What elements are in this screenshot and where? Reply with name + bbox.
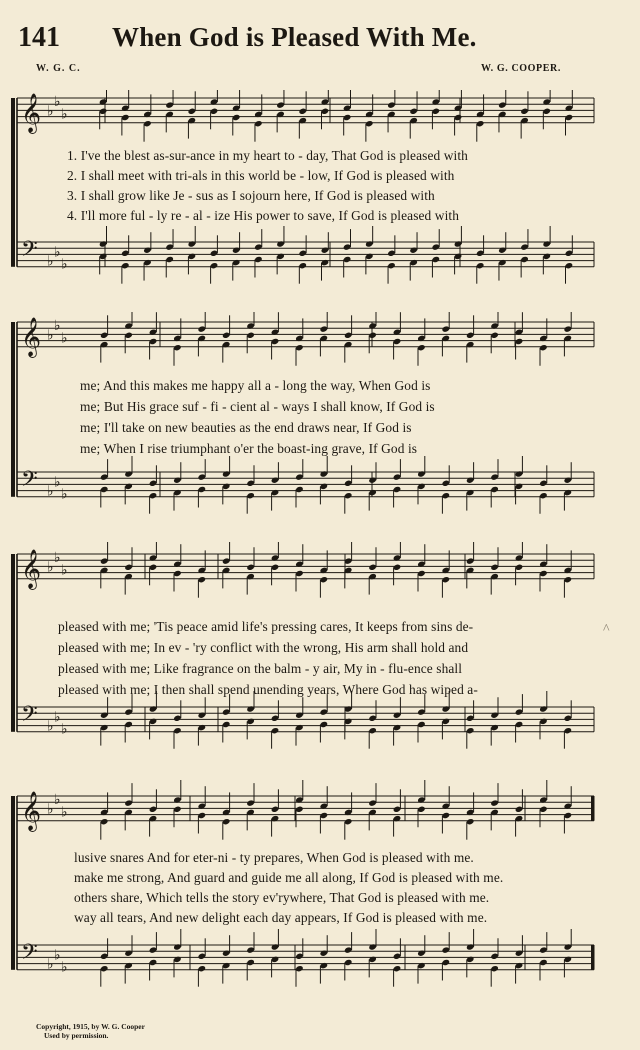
flat-icon: ♭ xyxy=(54,475,61,491)
verse-3-line: me; I'll take on new beauties as the end draws near, If God is xyxy=(80,420,412,435)
verse-2-line: me; But His grace suf - fi - cient al - ways I shall know, If God is xyxy=(80,399,435,414)
flat-icon: ♭ xyxy=(61,960,68,976)
treble-clef-icon: 𝄞 xyxy=(21,549,42,589)
note-chord xyxy=(254,94,263,277)
verse-4-line: way all tears, And new delight each day appears, If God is pleased with me. xyxy=(74,910,488,925)
note-chord xyxy=(442,312,451,514)
flat-icon: ♭ xyxy=(54,793,61,809)
note-chord xyxy=(515,312,524,504)
flat-icon: ♭ xyxy=(47,957,54,973)
lyricist-credit: W. G. C. xyxy=(36,63,81,74)
hymn-number: 141 xyxy=(18,22,60,53)
flat-icon: ♭ xyxy=(61,563,68,579)
composer-credit: W. G. COOPER. xyxy=(481,63,561,74)
note-chord xyxy=(515,542,524,743)
permission-text: Used by permission. xyxy=(44,1031,109,1040)
verse-1-line: 1. I've the blest as-sur-ance in my heart to - day, That God is pleased with xyxy=(67,148,468,163)
verse-2-line: make me strong, And guard and guide me all along, If God is pleased with me. xyxy=(74,870,504,885)
flat-icon: ♭ xyxy=(54,95,61,111)
note-chord xyxy=(365,94,374,274)
verse-4-line: 4. I'll more ful - ly re - al - ize His power to save, If God is pleased with xyxy=(67,208,460,223)
flat-icon: ♭ xyxy=(61,487,68,503)
note-chord xyxy=(539,544,548,739)
verse-2-line: 2. I shall meet with tri-als in this world be - low, If God is pleased with xyxy=(67,168,455,183)
verse-4-line: me; When I rise triumphant o'er the boast-ing grave, If God is xyxy=(80,441,418,456)
note-chord xyxy=(520,91,529,277)
note-chord xyxy=(232,90,241,281)
music-system-3 xyxy=(0,542,640,752)
flat-icon: ♭ xyxy=(54,710,61,726)
hymn-header xyxy=(0,22,640,62)
music-system-1 xyxy=(0,90,640,285)
verse-1-line: me; And this makes me happy all a - long the way, When God is xyxy=(80,378,431,393)
flat-icon: ♭ xyxy=(61,722,68,738)
note-chord xyxy=(490,547,499,745)
flat-icon: ♭ xyxy=(54,551,61,567)
bass-clef-icon: 𝄢 xyxy=(21,467,38,497)
flat-icon: ♭ xyxy=(47,104,54,120)
note-chord xyxy=(515,789,524,983)
note-chord xyxy=(542,90,551,274)
note-chord xyxy=(393,789,402,986)
note-chord xyxy=(498,90,507,281)
flat-icon: ♭ xyxy=(61,805,68,821)
verse-3-line: 3. I shall grow like Je - sus as I sojourn here, If God is pleased with xyxy=(67,188,435,203)
bass-clef-icon: 𝄢 xyxy=(21,940,38,970)
flat-icon: ♭ xyxy=(47,484,54,500)
treble-clef-icon: 𝄞 xyxy=(21,93,42,133)
flat-icon: ♭ xyxy=(61,331,68,347)
note-chord xyxy=(198,786,207,987)
treble-clef-icon: 𝄞 xyxy=(21,317,42,357)
flat-icon: ♭ xyxy=(47,719,54,735)
bass-clef-icon: 𝄢 xyxy=(21,237,38,267)
copyright-footer xyxy=(36,1022,145,1040)
verse-2-line: pleased with me; In ev - 'ry conflict with the wrong, His arm shall hold and xyxy=(58,640,469,655)
note-chord xyxy=(222,792,231,983)
note-chord xyxy=(539,780,548,981)
flat-icon: ♭ xyxy=(47,254,54,270)
note-chord xyxy=(321,90,330,281)
treble-clef-icon: 𝄞 xyxy=(21,791,42,831)
bass-clef-icon: 𝄢 xyxy=(21,702,38,732)
music-system-4 xyxy=(0,770,640,1020)
flat-icon: ♭ xyxy=(54,319,61,335)
note-chord xyxy=(409,91,418,280)
flat-icon: ♭ xyxy=(54,245,61,261)
verse-4-line: pleased with me; I then shall spend unending years, Where God has wiped a- xyxy=(58,682,478,697)
flat-icon: ♭ xyxy=(61,257,68,273)
verse-3-line: pleased with me; Like fragrance on the balm - y air, My in - flu-ence shall xyxy=(58,661,463,676)
note-chord xyxy=(454,90,463,274)
note-chord xyxy=(564,312,573,511)
music-system-2 xyxy=(0,312,640,517)
hymn-title: When God is Pleased With Me. xyxy=(112,22,477,52)
note-chord xyxy=(564,550,573,748)
verse-1-line: lusive snares And for eter-ni - ty prepares, When God is pleased with me. xyxy=(74,850,474,865)
copyright-text: Copyright, 1915, by W. G. Cooper xyxy=(36,1022,145,1031)
flat-icon: ♭ xyxy=(47,328,54,344)
margin-pencil-mark: ^ xyxy=(603,622,610,637)
flat-icon: ♭ xyxy=(47,560,54,576)
flat-icon: ♭ xyxy=(61,107,68,123)
flat-icon: ♭ xyxy=(54,948,61,964)
note-chord xyxy=(564,786,573,977)
verse-3-line: others share, Which tells the story ev'rywhere, That God is pleased with me. xyxy=(74,890,490,905)
note-chord xyxy=(466,315,475,510)
flat-icon: ♭ xyxy=(47,802,54,818)
verse-1-line: pleased with me; 'Tis peace amid life's pressing cares, It keeps from sins de- xyxy=(58,619,474,634)
